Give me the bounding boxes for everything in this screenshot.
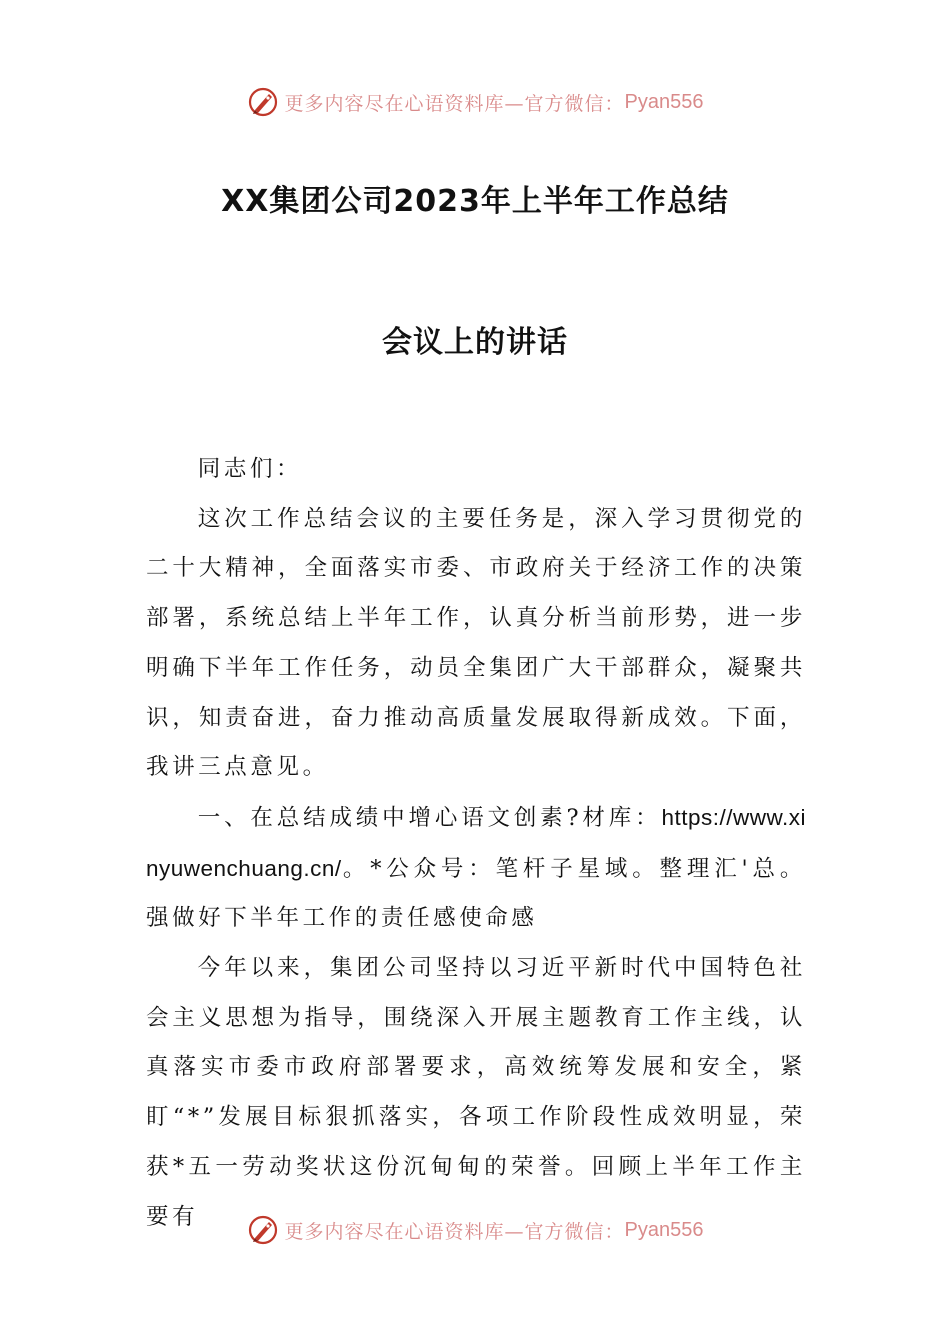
pen-logo-icon <box>247 86 279 118</box>
document-title-line-1: XX集团公司2023年上半年工作总结 <box>221 184 729 219</box>
pen-logo-icon <box>247 1214 279 1246</box>
watermark-banner-top <box>0 82 950 122</box>
watermark-wechat-id: Pyan556 <box>624 90 704 113</box>
section-heading-1-url: https://www.xinyuwenchuang.cn/ <box>146 804 806 881</box>
document-body <box>146 445 806 1242</box>
salutation: 同志们： <box>197 456 303 482</box>
paragraph-intro: 这次工作总结会议的主要任务是，深入学习贯彻党的二十大精神，全面落实市委、市政府关于经济工作的决策部署，系统总结上半年工作，认真分析当前形势，进一步明确下半年工作任务，动员全集团广大干部群众，凝聚共识，知责奋进，奋力推动高质量发展取得新成效。下面，我讲三点意见。 <box>146 505 806 781</box>
section-heading-1-prefix: 一、在总结成绩中增心语文创素?材库： <box>197 804 662 831</box>
paragraph-review: 今年以来，集团公司坚持以习近平新时代中国特色社会主义思想为指导，围绕深入开展主题教育工作主线，认真落实市委市政府部署要求，高效统筹发展和安全，紧盯“*”发展目标狠抓落实，各项工作阶段性成效明显，荣获*五一劳动奖状这份沉甸甸的荣誉。回顾上半年工作主要有 <box>146 955 806 1230</box>
section-heading-1 <box>146 793 806 944</box>
document-title-line-2: 会议上的讲话 <box>382 325 568 360</box>
watermark-text: 更多内容尽在心语资料库—官方微信： <box>284 92 625 115</box>
watermark-text: 更多内容尽在心语资料库—官方微信： <box>284 1220 625 1243</box>
section-heading-1-suffix: 。*公众号：笔杆子星域。整理汇'总。强做好下半年工作的责任感使命感 <box>146 855 806 932</box>
watermark-banner-bottom <box>0 1210 950 1250</box>
watermark-wechat-id: Pyan556 <box>624 1218 704 1241</box>
